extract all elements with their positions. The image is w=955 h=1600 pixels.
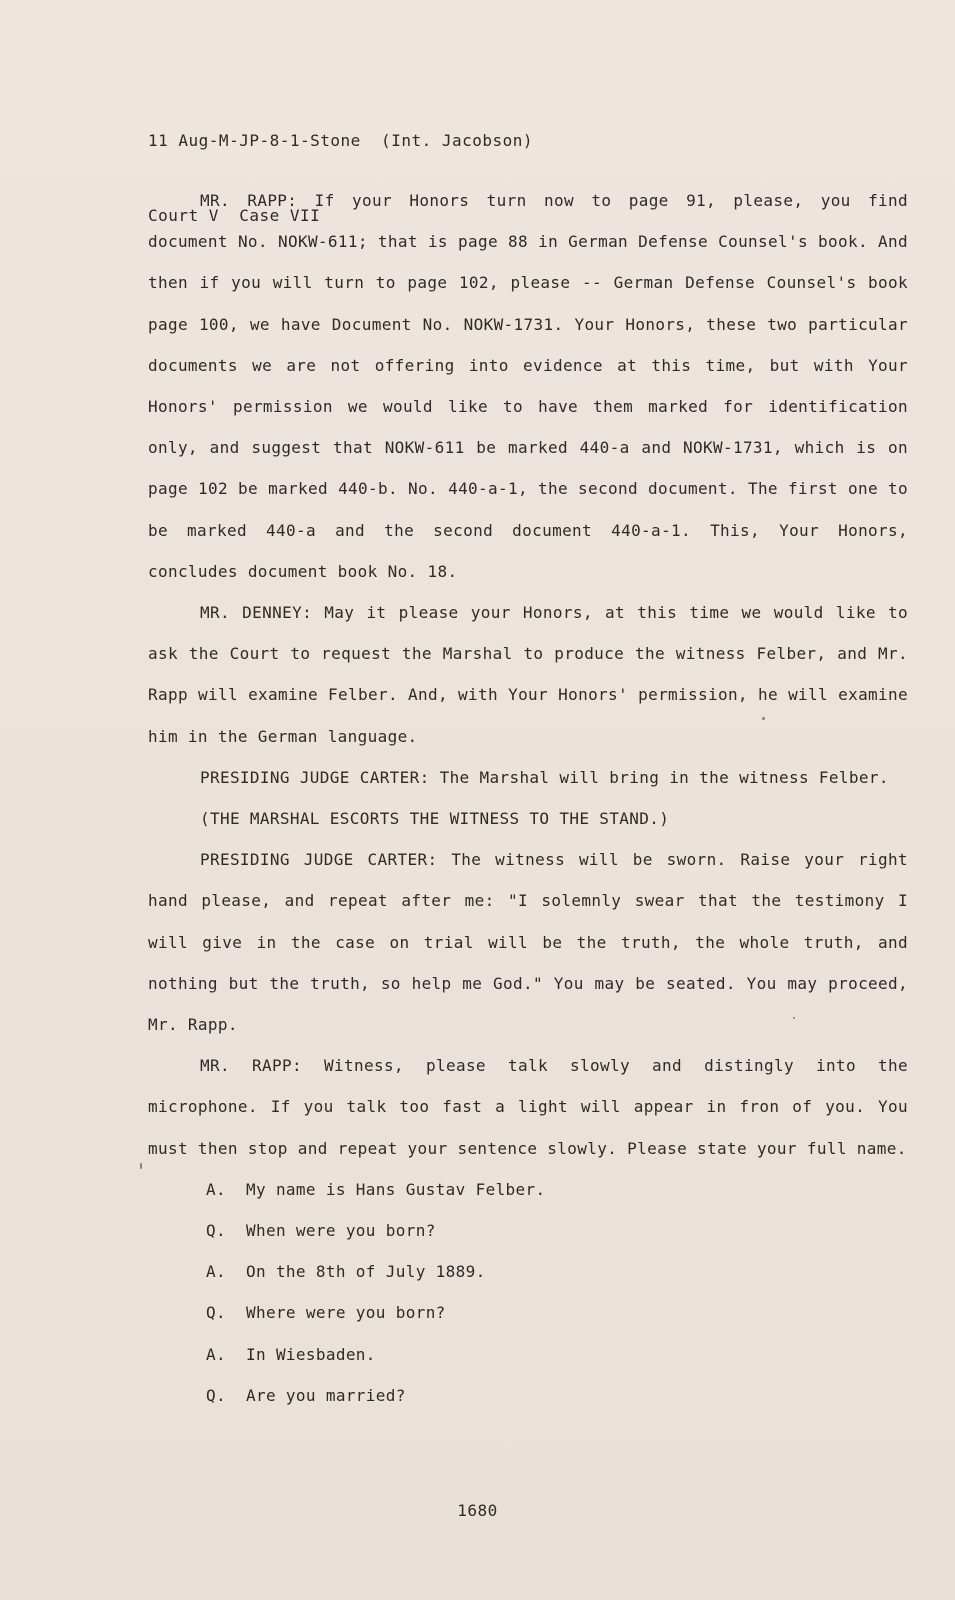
qa-mark: Q. <box>206 1303 226 1323</box>
qa-text: In Wiesbaden. <box>246 1344 376 1364</box>
paragraph-judge-oath: PRESIDING JUDGE CARTER: The witness will be sworn. Raise your right hand please, and repeat after me: "I solemnly swear that the testimony I will give in the case on trial will be the truth, the whole truth, and nothing but the truth, so help me God." You may be seated. You may proceed, Mr. Rapp. <box>148 850 908 1035</box>
stage-direction: (THE MARSHAL ESCORTS THE WITNESS TO THE STAND.) <box>200 809 670 829</box>
page-number: 1680 <box>457 1501 498 1520</box>
paper-speck <box>762 717 765 720</box>
qa-line <box>148 1334 908 1375</box>
paragraph-rapp-documents: MR. RAPP: If your Honors turn now to page 91, please, you find document No. NOKW-611; that is page 88 in German Defense Counsel's book. And then if you will turn to page 102, please -- German Defense Counsel's book page 100, we have Document No. NOKW-1731. Your Honors, these two particular documents we are not offering into evidence at this time, but with Your Honors' permission we would like to have them marked for identification only, and suggest that NOKW-611 be marked 440-a and NOKW-1731, which is on page 102 be marked 440-b. No. 440-a-1, the second document. The first one to be marked 440-a and the second document 440-a-1. This, Your Honors, concludes document book No. 18. <box>148 191 908 581</box>
qa-line <box>148 1210 908 1251</box>
qa-text: Where were you born? <box>246 1303 446 1323</box>
qa-line <box>148 1375 908 1416</box>
qa-list <box>148 1169 908 1416</box>
qa-line <box>148 1292 908 1333</box>
qa-mark: Q. <box>206 1221 226 1241</box>
qa-text: Are you married? <box>246 1385 406 1405</box>
header-line-reference: 11 Aug-M-JP-8-1-Stone (Int. Jacobson) <box>148 131 534 150</box>
paper-speck <box>140 1163 142 1169</box>
qa-mark: Q. <box>206 1385 226 1405</box>
qa-mark: A. <box>206 1179 226 1199</box>
qa-text: My name is Hans Gustav Felber. <box>246 1179 546 1199</box>
qa-line <box>148 1169 908 1210</box>
qa-mark: A. <box>206 1262 226 1282</box>
paragraph-judge-marshal: PRESIDING JUDGE CARTER: The Marshal will bring in the witness Felber. <box>200 767 889 787</box>
paper-speck <box>793 1017 795 1019</box>
paragraph-denney-request: MR. DENNEY: May it please your Honors, at this time we would like to ask the Court to request the Marshal to produce the witness Felber, and Mr. Rapp will examine Felber. And, with Your Honors' permission, he will examine him in the German language. <box>148 603 908 746</box>
qa-text: When were you born? <box>246 1221 436 1241</box>
paragraph-rapp-instructions: MR. RAPP: Witness, please talk slowly and distingly into the microphone. If you talk too fast a light will appear in fron of you. You must then stop and repeat your sentence slowly. Please state your full name. <box>148 1056 908 1158</box>
qa-line <box>148 1251 908 1292</box>
header-line-court-case: Court V Case VII <box>148 206 321 225</box>
qa-mark: A. <box>206 1344 226 1364</box>
transcript-body <box>148 180 908 1416</box>
qa-text: On the 8th of July 1889. <box>246 1262 486 1282</box>
